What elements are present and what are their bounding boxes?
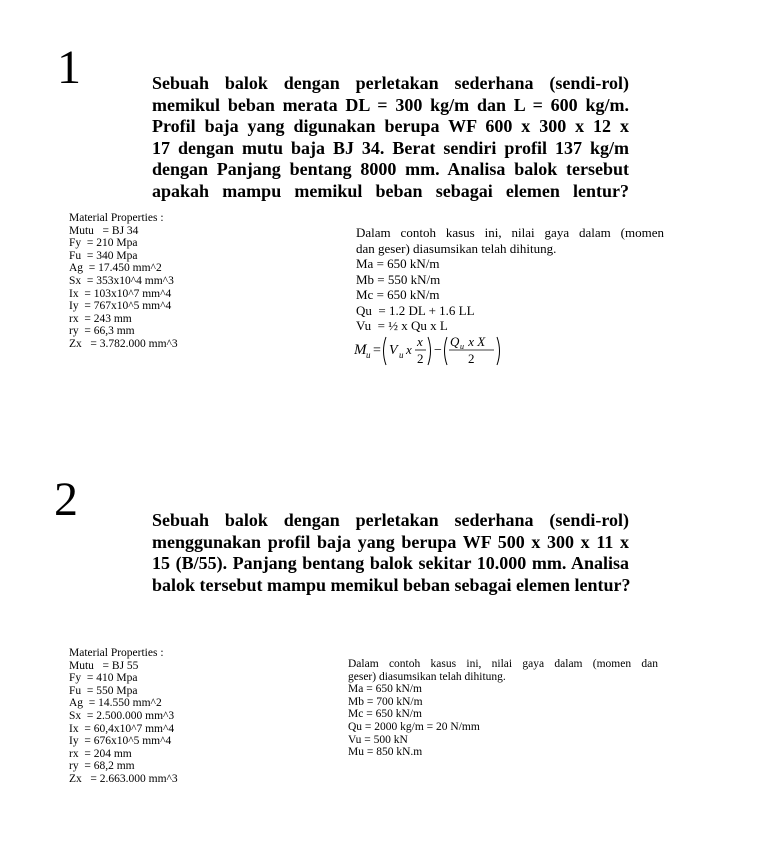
material-property: Material Properties :	[69, 647, 164, 659]
material-property: ry = 68,2 mm	[69, 760, 135, 773]
material-property: Fy = 410 Mpa	[69, 672, 138, 685]
material-property: Ix = 103x10^7 mm^4	[69, 287, 172, 300]
formula-times: x	[406, 342, 412, 357]
material-property: Ag = 14.550 mm^2	[69, 697, 162, 710]
formula-q-rest: x X	[465, 334, 486, 349]
formula-v: V	[389, 343, 398, 358]
statement-line: memikul beban merata DL = 300 kg/m dan L = 600 kg/m.	[152, 94, 629, 115]
material-property: Material Properties :	[69, 212, 164, 224]
question-2-statement	[152, 510, 629, 596]
force-value: Mu = 850 kN.m	[348, 746, 423, 759]
statement-line: Profil baja yang digunakan berupa WF 600 x 300 x 12 x	[152, 116, 629, 136]
question-2-material-properties	[69, 647, 178, 786]
moment-formula	[354, 331, 514, 371]
force-value: Ma = 650 kN/m	[356, 256, 440, 271]
material-property: Sx = 2.500.000 mm^3	[69, 709, 175, 722]
material-property: Fu = 550 Mpa	[69, 684, 138, 697]
formula-x-num: x	[417, 334, 423, 349]
material-property: Sx = 353x10^4 mm^3	[69, 274, 174, 287]
force-value: Vu = ½ x Qu x L	[356, 318, 448, 333]
force-value: Mb = 700 kN/m	[348, 695, 423, 708]
force-value: Mc = 650 kN/m	[348, 708, 422, 721]
material-property: rx = 204 mm	[69, 747, 132, 760]
formula-v-sub: u	[399, 350, 404, 360]
force-value: Vu = 500 kN	[348, 733, 408, 746]
question-2-internal-forces	[348, 658, 658, 759]
force-value: Mc = 650 kN/m	[356, 287, 440, 302]
question-number-2: 2	[54, 473, 78, 526]
material-property: Zx = 3.782.000 mm^3	[69, 337, 178, 350]
svg-text:=: =	[373, 343, 381, 358]
note-text-line: Dalam contoh kasus ini, nilai gaya dalam (momen	[356, 225, 664, 240]
note-text-line: Dalam contoh kasus ini, nilai gaya dalam (momen dan	[348, 658, 658, 670]
material-property: Iy = 767x10^5 mm^4	[69, 300, 172, 313]
force-value: Qu = 2000 kg/m = 20 N/mm	[348, 720, 480, 733]
material-property: Mutu = BJ 34	[69, 224, 139, 237]
material-property: ry = 66,3 mm	[69, 325, 135, 338]
note-text-line: geser) diasumsikan telah dihitung.	[348, 670, 506, 683]
question-1-statement	[152, 73, 629, 202]
statement-line: Sebuah balok dengan perletakan sederhana (sendi-rol)	[152, 73, 629, 93]
question-number-1: 1	[57, 41, 81, 94]
force-value: Mb = 550 kN/m	[356, 271, 441, 287]
formula-lhs-sub: u	[366, 350, 371, 360]
material-property: Ag = 17.450 mm^2	[69, 262, 162, 275]
statement-line: 15 (B/55). Panjang bentang balok sekitar 10.000 mm. Analisa	[152, 553, 629, 573]
material-property: Iy = 676x10^5 mm^4	[69, 735, 172, 748]
material-property: Fy = 210 Mpa	[69, 237, 138, 250]
statement-line: menggunakan profil baja yang berupa WF 500 x 300 x 11 x	[152, 531, 629, 552]
material-property: rx = 243 mm	[69, 312, 132, 325]
formula-minus: −	[434, 343, 442, 358]
material-property: Ix = 60,4x10^7 mm^4	[69, 722, 175, 735]
force-value: Ma = 650 kN/m	[348, 683, 422, 696]
force-value: Qu = 1.2 DL + 1.6 LL	[356, 302, 475, 318]
formula-q-sub: u	[460, 342, 464, 351]
formula-q-den: 2	[468, 351, 475, 366]
statement-line: dengan Panjang bentang 8000 mm. Analisa balok tersebut	[152, 159, 629, 179]
statement-line: apakah mampu memikul beban sebagai elemen lentur?	[152, 180, 629, 201]
formula-q: Q	[450, 334, 460, 349]
question-1-material-properties	[69, 212, 178, 351]
material-property: Zx = 2.663.000 mm^3	[69, 772, 178, 785]
statement-line: Sebuah balok dengan perletakan sederhana (sendi-rol)	[152, 510, 629, 530]
formula-lhs: M	[354, 342, 367, 358]
material-property: Mutu = BJ 55	[69, 659, 139, 672]
statement-line: balok tersebut mampu memikul beban sebagai elemen lentur?	[152, 574, 631, 595]
statement-line: 17 dengan mutu baja BJ 34. Berat sendiri profil 137 kg/m	[152, 137, 629, 158]
question-1-internal-forces	[356, 225, 664, 334]
material-property: Fu = 340 Mpa	[69, 249, 138, 262]
note-text-line: dan geser) diasumsikan telah dihitung.	[356, 240, 557, 256]
formula-x-den: 2	[417, 351, 424, 366]
